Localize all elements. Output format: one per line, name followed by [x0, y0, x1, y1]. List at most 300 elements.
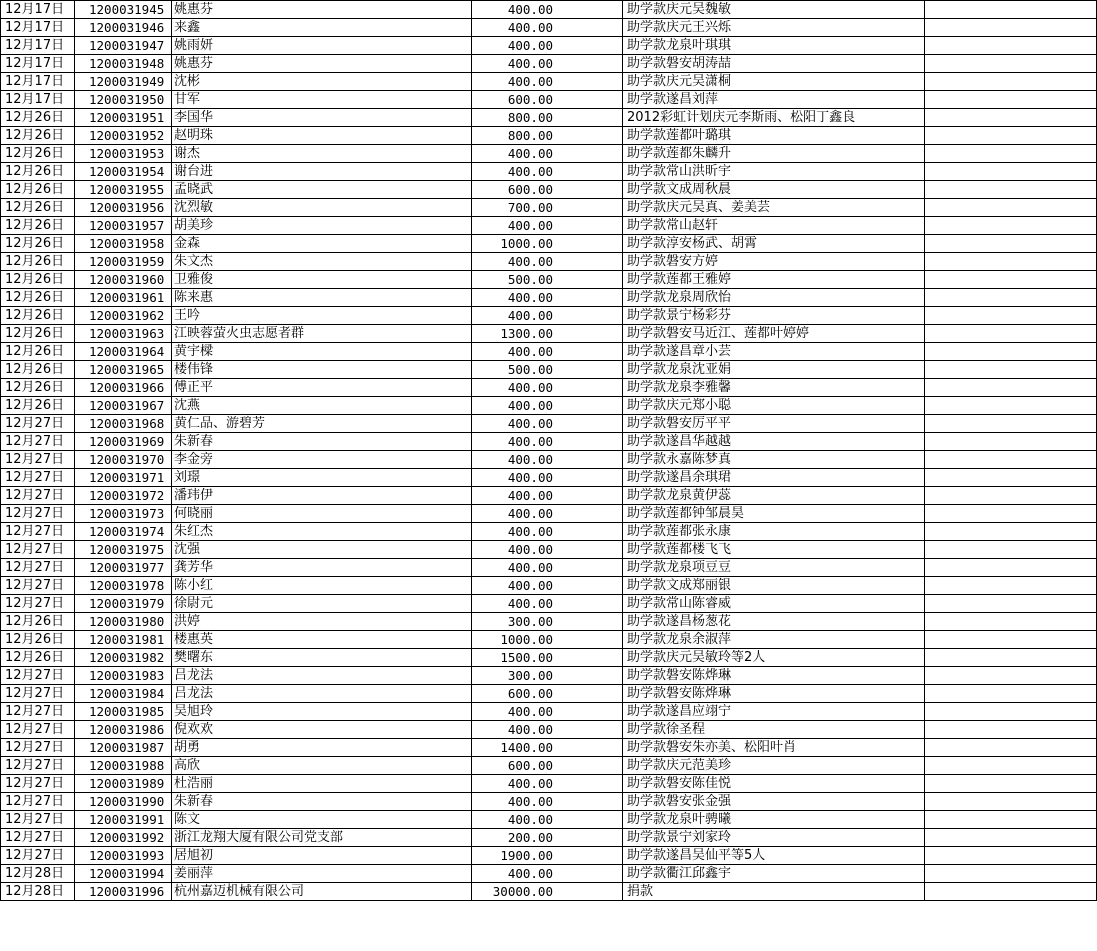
id-cell[interactable]: 1200031969	[75, 433, 172, 451]
empty-cell[interactable]	[925, 253, 1097, 271]
amount-cell[interactable]: 400.00	[472, 721, 623, 739]
id-cell[interactable]: 1200031954	[75, 163, 172, 181]
note-cell[interactable]: 助学款莲都朱麟升	[623, 145, 925, 163]
id-cell[interactable]: 1200031948	[75, 55, 172, 73]
amount-cell[interactable]: 400.00	[472, 541, 623, 559]
amount-cell[interactable]: 400.00	[472, 451, 623, 469]
donor-cell[interactable]: 吕龙法	[172, 667, 472, 685]
id-cell[interactable]: 1200031994	[75, 865, 172, 883]
donor-cell[interactable]: 金森	[172, 235, 472, 253]
note-cell[interactable]: 助学款莲都张永康	[623, 523, 925, 541]
id-cell[interactable]: 1200031962	[75, 307, 172, 325]
note-cell[interactable]: 助学款文成郑丽银	[623, 577, 925, 595]
date-cell[interactable]: 12月27日	[1, 847, 75, 865]
donor-cell[interactable]: 卫雅俊	[172, 271, 472, 289]
note-cell[interactable]: 助学款庆元王兴烁	[623, 19, 925, 37]
amount-cell[interactable]: 400.00	[472, 577, 623, 595]
amount-cell[interactable]: 400.00	[472, 55, 623, 73]
note-cell[interactable]: 助学款龙泉沈亚娟	[623, 361, 925, 379]
amount-cell[interactable]: 400.00	[472, 595, 623, 613]
id-cell[interactable]: 1200031968	[75, 415, 172, 433]
note-cell[interactable]: 助学款龙泉项豆豆	[623, 559, 925, 577]
donor-cell[interactable]: 朱红杰	[172, 523, 472, 541]
date-cell[interactable]: 12月17日	[1, 55, 75, 73]
id-cell[interactable]: 1200031989	[75, 775, 172, 793]
note-cell[interactable]: 助学款永嘉陈梦真	[623, 451, 925, 469]
amount-cell[interactable]: 400.00	[472, 307, 623, 325]
donor-cell[interactable]: 姚惠芬	[172, 1, 472, 19]
date-cell[interactable]: 12月26日	[1, 127, 75, 145]
empty-cell[interactable]	[925, 865, 1097, 883]
amount-cell[interactable]: 1900.00	[472, 847, 623, 865]
date-cell[interactable]: 12月26日	[1, 613, 75, 631]
note-cell[interactable]: 助学款庆元范美珍	[623, 757, 925, 775]
note-cell[interactable]: 助学款磐安马近江、莲都叶婷婷	[623, 325, 925, 343]
date-cell[interactable]: 12月26日	[1, 379, 75, 397]
donor-cell[interactable]: 姜丽萍	[172, 865, 472, 883]
empty-cell[interactable]	[925, 757, 1097, 775]
amount-cell[interactable]: 1000.00	[472, 631, 623, 649]
date-cell[interactable]: 12月27日	[1, 685, 75, 703]
date-cell[interactable]: 12月26日	[1, 217, 75, 235]
date-cell[interactable]: 12月27日	[1, 721, 75, 739]
empty-cell[interactable]	[925, 325, 1097, 343]
id-cell[interactable]: 1200031985	[75, 703, 172, 721]
id-cell[interactable]: 1200031980	[75, 613, 172, 631]
date-cell[interactable]: 12月17日	[1, 1, 75, 19]
donor-cell[interactable]: 朱新春	[172, 433, 472, 451]
amount-cell[interactable]: 600.00	[472, 757, 623, 775]
note-cell[interactable]: 助学款龙泉叶骋曦	[623, 811, 925, 829]
date-cell[interactable]: 12月26日	[1, 397, 75, 415]
empty-cell[interactable]	[925, 811, 1097, 829]
empty-cell[interactable]	[925, 235, 1097, 253]
date-cell[interactable]: 12月26日	[1, 307, 75, 325]
empty-cell[interactable]	[925, 523, 1097, 541]
amount-cell[interactable]: 400.00	[472, 1, 623, 19]
note-cell[interactable]: 助学款莲都叶璐琪	[623, 127, 925, 145]
id-cell[interactable]: 1200031950	[75, 91, 172, 109]
date-cell[interactable]: 12月27日	[1, 451, 75, 469]
id-cell[interactable]: 1200031947	[75, 37, 172, 55]
date-cell[interactable]: 12月17日	[1, 37, 75, 55]
note-cell[interactable]: 助学款磐安陈佳悦	[623, 775, 925, 793]
date-cell[interactable]: 12月26日	[1, 199, 75, 217]
empty-cell[interactable]	[925, 649, 1097, 667]
amount-cell[interactable]: 400.00	[472, 505, 623, 523]
amount-cell[interactable]: 600.00	[472, 181, 623, 199]
amount-cell[interactable]: 500.00	[472, 271, 623, 289]
empty-cell[interactable]	[925, 361, 1097, 379]
note-cell[interactable]: 助学款莲都王雅婷	[623, 271, 925, 289]
empty-cell[interactable]	[925, 487, 1097, 505]
date-cell[interactable]: 12月26日	[1, 271, 75, 289]
empty-cell[interactable]	[925, 217, 1097, 235]
empty-cell[interactable]	[925, 703, 1097, 721]
note-cell[interactable]: 助学款庆元吴魏敏	[623, 1, 925, 19]
id-cell[interactable]: 1200031967	[75, 397, 172, 415]
empty-cell[interactable]	[925, 541, 1097, 559]
empty-cell[interactable]	[925, 847, 1097, 865]
empty-cell[interactable]	[925, 883, 1097, 901]
id-cell[interactable]: 1200031951	[75, 109, 172, 127]
empty-cell[interactable]	[925, 793, 1097, 811]
id-cell[interactable]: 1200031958	[75, 235, 172, 253]
empty-cell[interactable]	[925, 505, 1097, 523]
id-cell[interactable]: 1200031970	[75, 451, 172, 469]
amount-cell[interactable]: 30000.00	[472, 883, 623, 901]
empty-cell[interactable]	[925, 469, 1097, 487]
amount-cell[interactable]: 400.00	[472, 253, 623, 271]
donor-cell[interactable]: 赵明珠	[172, 127, 472, 145]
amount-cell[interactable]: 800.00	[472, 127, 623, 145]
date-cell[interactable]: 12月26日	[1, 253, 75, 271]
amount-cell[interactable]: 400.00	[472, 19, 623, 37]
date-cell[interactable]: 12月26日	[1, 163, 75, 181]
date-cell[interactable]: 12月26日	[1, 289, 75, 307]
id-cell[interactable]: 1200031982	[75, 649, 172, 667]
empty-cell[interactable]	[925, 37, 1097, 55]
donor-cell[interactable]: 高欣	[172, 757, 472, 775]
id-cell[interactable]: 1200031983	[75, 667, 172, 685]
donor-cell[interactable]: 楼惠英	[172, 631, 472, 649]
date-cell[interactable]: 12月27日	[1, 739, 75, 757]
date-cell[interactable]: 12月26日	[1, 631, 75, 649]
id-cell[interactable]: 1200031959	[75, 253, 172, 271]
id-cell[interactable]: 1200031990	[75, 793, 172, 811]
donor-cell[interactable]: 楼伟锋	[172, 361, 472, 379]
amount-cell[interactable]: 400.00	[472, 433, 623, 451]
amount-cell[interactable]: 400.00	[472, 379, 623, 397]
amount-cell[interactable]: 600.00	[472, 91, 623, 109]
empty-cell[interactable]	[925, 199, 1097, 217]
donor-cell[interactable]: 黄宇樑	[172, 343, 472, 361]
amount-cell[interactable]: 400.00	[472, 289, 623, 307]
donor-cell[interactable]: 孟晓武	[172, 181, 472, 199]
amount-cell[interactable]: 400.00	[472, 703, 623, 721]
id-cell[interactable]: 1200031952	[75, 127, 172, 145]
empty-cell[interactable]	[925, 379, 1097, 397]
amount-cell[interactable]: 400.00	[472, 865, 623, 883]
id-cell[interactable]: 1200031964	[75, 343, 172, 361]
date-cell[interactable]: 12月27日	[1, 541, 75, 559]
note-cell[interactable]: 2012彩虹计划庆元李斯雨、松阳丁鑫良	[623, 109, 925, 127]
amount-cell[interactable]: 1000.00	[472, 235, 623, 253]
date-cell[interactable]: 12月27日	[1, 775, 75, 793]
donor-cell[interactable]: 姚雨妍	[172, 37, 472, 55]
id-cell[interactable]: 1200031974	[75, 523, 172, 541]
empty-cell[interactable]	[925, 271, 1097, 289]
donor-cell[interactable]: 李金旁	[172, 451, 472, 469]
id-cell[interactable]: 1200031977	[75, 559, 172, 577]
note-cell[interactable]: 助学款遂昌应翊宁	[623, 703, 925, 721]
note-cell[interactable]: 助学款磐安厉平平	[623, 415, 925, 433]
date-cell[interactable]: 12月27日	[1, 667, 75, 685]
note-cell[interactable]: 助学款遂昌刘萍	[623, 91, 925, 109]
id-cell[interactable]: 1200031949	[75, 73, 172, 91]
date-cell[interactable]: 12月26日	[1, 181, 75, 199]
amount-cell[interactable]: 400.00	[472, 145, 623, 163]
note-cell[interactable]: 助学款庆元吴敏玲等2人	[623, 649, 925, 667]
date-cell[interactable]: 12月27日	[1, 469, 75, 487]
empty-cell[interactable]	[925, 829, 1097, 847]
id-cell[interactable]: 1200031986	[75, 721, 172, 739]
date-cell[interactable]: 12月27日	[1, 703, 75, 721]
amount-cell[interactable]: 1400.00	[472, 739, 623, 757]
note-cell[interactable]: 助学款龙泉余淑萍	[623, 631, 925, 649]
id-cell[interactable]: 1200031978	[75, 577, 172, 595]
donor-cell[interactable]: 潘玮伊	[172, 487, 472, 505]
id-cell[interactable]: 1200031960	[75, 271, 172, 289]
note-cell[interactable]: 助学款淳安杨武、胡霄	[623, 235, 925, 253]
donor-cell[interactable]: 龚芳华	[172, 559, 472, 577]
amount-cell[interactable]: 400.00	[472, 415, 623, 433]
amount-cell[interactable]: 600.00	[472, 685, 623, 703]
date-cell[interactable]: 12月27日	[1, 811, 75, 829]
donor-cell[interactable]: 吕龙法	[172, 685, 472, 703]
note-cell[interactable]: 助学款龙泉黄伊蕊	[623, 487, 925, 505]
id-cell[interactable]: 1200031973	[75, 505, 172, 523]
empty-cell[interactable]	[925, 451, 1097, 469]
date-cell[interactable]: 12月27日	[1, 487, 75, 505]
empty-cell[interactable]	[925, 307, 1097, 325]
id-cell[interactable]: 1200031996	[75, 883, 172, 901]
id-cell[interactable]: 1200031955	[75, 181, 172, 199]
date-cell[interactable]: 12月27日	[1, 793, 75, 811]
empty-cell[interactable]	[925, 343, 1097, 361]
id-cell[interactable]: 1200031988	[75, 757, 172, 775]
donor-cell[interactable]: 吴旭玲	[172, 703, 472, 721]
empty-cell[interactable]	[925, 613, 1097, 631]
donor-cell[interactable]: 傅正平	[172, 379, 472, 397]
date-cell[interactable]: 12月26日	[1, 649, 75, 667]
note-cell[interactable]: 助学款常山陈睿威	[623, 595, 925, 613]
amount-cell[interactable]: 800.00	[472, 109, 623, 127]
id-cell[interactable]: 1200031945	[75, 1, 172, 19]
empty-cell[interactable]	[925, 667, 1097, 685]
note-cell[interactable]: 助学款龙泉李雅馨	[623, 379, 925, 397]
empty-cell[interactable]	[925, 433, 1097, 451]
amount-cell[interactable]: 400.00	[472, 343, 623, 361]
donor-cell[interactable]: 朱新春	[172, 793, 472, 811]
donor-cell[interactable]: 刘璟	[172, 469, 472, 487]
note-cell[interactable]: 助学款遂昌吴仙平等5人	[623, 847, 925, 865]
date-cell[interactable]: 12月26日	[1, 235, 75, 253]
amount-cell[interactable]: 400.00	[472, 469, 623, 487]
date-cell[interactable]: 12月26日	[1, 361, 75, 379]
donor-cell[interactable]: 沈强	[172, 541, 472, 559]
empty-cell[interactable]	[925, 595, 1097, 613]
date-cell[interactable]: 12月27日	[1, 829, 75, 847]
donor-cell[interactable]: 沈烈敏	[172, 199, 472, 217]
note-cell[interactable]: 助学款磐安张金强	[623, 793, 925, 811]
id-cell[interactable]: 1200031992	[75, 829, 172, 847]
donor-cell[interactable]: 杭州嘉迈机械有限公司	[172, 883, 472, 901]
date-cell[interactable]: 12月28日	[1, 865, 75, 883]
id-cell[interactable]: 1200031979	[75, 595, 172, 613]
donor-cell[interactable]: 胡勇	[172, 739, 472, 757]
donor-cell[interactable]: 沈燕	[172, 397, 472, 415]
note-cell[interactable]: 助学款景宁杨彩芬	[623, 307, 925, 325]
note-cell[interactable]: 助学款磐安陈烨琳	[623, 685, 925, 703]
note-cell[interactable]: 助学款莲都钟邹晨昊	[623, 505, 925, 523]
date-cell[interactable]: 12月27日	[1, 523, 75, 541]
empty-cell[interactable]	[925, 289, 1097, 307]
id-cell[interactable]: 1200031961	[75, 289, 172, 307]
amount-cell[interactable]: 400.00	[472, 487, 623, 505]
amount-cell[interactable]: 400.00	[472, 163, 623, 181]
note-cell[interactable]: 助学款磐安方婷	[623, 253, 925, 271]
amount-cell[interactable]: 400.00	[472, 217, 623, 235]
id-cell[interactable]: 1200031956	[75, 199, 172, 217]
id-cell[interactable]: 1200031981	[75, 631, 172, 649]
donor-cell[interactable]: 倪欢欢	[172, 721, 472, 739]
id-cell[interactable]: 1200031993	[75, 847, 172, 865]
date-cell[interactable]: 12月26日	[1, 343, 75, 361]
donor-cell[interactable]: 何晓丽	[172, 505, 472, 523]
id-cell[interactable]: 1200031966	[75, 379, 172, 397]
empty-cell[interactable]	[925, 145, 1097, 163]
donor-cell[interactable]: 杜浩丽	[172, 775, 472, 793]
note-cell[interactable]: 助学款景宁刘家玲	[623, 829, 925, 847]
note-cell[interactable]: 助学款龙泉周欣怡	[623, 289, 925, 307]
donor-cell[interactable]: 甘军	[172, 91, 472, 109]
empty-cell[interactable]	[925, 19, 1097, 37]
donor-cell[interactable]: 陈小红	[172, 577, 472, 595]
donor-cell[interactable]: 胡美珍	[172, 217, 472, 235]
note-cell[interactable]: 助学款文成周秋晨	[623, 181, 925, 199]
donor-cell[interactable]: 居旭初	[172, 847, 472, 865]
empty-cell[interactable]	[925, 127, 1097, 145]
empty-cell[interactable]	[925, 109, 1097, 127]
empty-cell[interactable]	[925, 91, 1097, 109]
empty-cell[interactable]	[925, 1, 1097, 19]
id-cell[interactable]: 1200031953	[75, 145, 172, 163]
date-cell[interactable]: 12月26日	[1, 145, 75, 163]
id-cell[interactable]: 1200031975	[75, 541, 172, 559]
amount-cell[interactable]: 300.00	[472, 613, 623, 631]
empty-cell[interactable]	[925, 163, 1097, 181]
donor-cell[interactable]: 陈来惠	[172, 289, 472, 307]
amount-cell[interactable]: 700.00	[472, 199, 623, 217]
amount-cell[interactable]: 1500.00	[472, 649, 623, 667]
empty-cell[interactable]	[925, 739, 1097, 757]
id-cell[interactable]: 1200031965	[75, 361, 172, 379]
date-cell[interactable]: 12月27日	[1, 505, 75, 523]
amount-cell[interactable]: 400.00	[472, 559, 623, 577]
date-cell[interactable]: 12月27日	[1, 559, 75, 577]
note-cell[interactable]: 助学款庆元郑小聪	[623, 397, 925, 415]
empty-cell[interactable]	[925, 721, 1097, 739]
donor-cell[interactable]: 谢台进	[172, 163, 472, 181]
note-cell[interactable]: 捐款	[623, 883, 925, 901]
amount-cell[interactable]: 400.00	[472, 811, 623, 829]
note-cell[interactable]: 助学款遂昌章小芸	[623, 343, 925, 361]
note-cell[interactable]: 助学款磐安胡涛喆	[623, 55, 925, 73]
note-cell[interactable]: 助学款遂昌华越越	[623, 433, 925, 451]
amount-cell[interactable]: 500.00	[472, 361, 623, 379]
amount-cell[interactable]: 1300.00	[472, 325, 623, 343]
empty-cell[interactable]	[925, 631, 1097, 649]
donor-cell[interactable]: 朱文杰	[172, 253, 472, 271]
donor-cell[interactable]: 樊曙东	[172, 649, 472, 667]
date-cell[interactable]: 12月27日	[1, 433, 75, 451]
donor-cell[interactable]: 浙江龙翔大厦有限公司党支部	[172, 829, 472, 847]
date-cell[interactable]: 12月17日	[1, 91, 75, 109]
note-cell[interactable]: 助学款磐安陈烨琳	[623, 667, 925, 685]
donor-cell[interactable]: 姚惠芬	[172, 55, 472, 73]
note-cell[interactable]: 助学款庆元吴潇桐	[623, 73, 925, 91]
amount-cell[interactable]: 400.00	[472, 793, 623, 811]
date-cell[interactable]: 12月17日	[1, 19, 75, 37]
donor-cell[interactable]: 王吟	[172, 307, 472, 325]
empty-cell[interactable]	[925, 55, 1097, 73]
empty-cell[interactable]	[925, 577, 1097, 595]
donor-cell[interactable]: 洪婷	[172, 613, 472, 631]
empty-cell[interactable]	[925, 181, 1097, 199]
empty-cell[interactable]	[925, 397, 1097, 415]
donor-cell[interactable]: 徐尉元	[172, 595, 472, 613]
date-cell[interactable]: 12月27日	[1, 415, 75, 433]
note-cell[interactable]: 助学款常山赵轩	[623, 217, 925, 235]
donor-cell[interactable]: 江映蓉萤火虫志愿者群	[172, 325, 472, 343]
date-cell[interactable]: 12月26日	[1, 325, 75, 343]
note-cell[interactable]: 助学款遂昌杨葱花	[623, 613, 925, 631]
amount-cell[interactable]: 400.00	[472, 775, 623, 793]
id-cell[interactable]: 1200031972	[75, 487, 172, 505]
donor-cell[interactable]: 陈文	[172, 811, 472, 829]
amount-cell[interactable]: 400.00	[472, 73, 623, 91]
date-cell[interactable]: 12月26日	[1, 109, 75, 127]
donor-cell[interactable]: 谢杰	[172, 145, 472, 163]
id-cell[interactable]: 1200031984	[75, 685, 172, 703]
date-cell[interactable]: 12月27日	[1, 757, 75, 775]
donor-cell[interactable]: 来鑫	[172, 19, 472, 37]
date-cell[interactable]: 12月27日	[1, 595, 75, 613]
empty-cell[interactable]	[925, 775, 1097, 793]
amount-cell[interactable]: 300.00	[472, 667, 623, 685]
date-cell[interactable]: 12月17日	[1, 73, 75, 91]
date-cell[interactable]: 12月27日	[1, 577, 75, 595]
amount-cell[interactable]: 200.00	[472, 829, 623, 847]
id-cell[interactable]: 1200031946	[75, 19, 172, 37]
empty-cell[interactable]	[925, 685, 1097, 703]
note-cell[interactable]: 助学款龙泉叶琪琪	[623, 37, 925, 55]
donor-cell[interactable]: 黄仁品、游碧芳	[172, 415, 472, 433]
note-cell[interactable]: 助学款常山洪昕宇	[623, 163, 925, 181]
amount-cell[interactable]: 400.00	[472, 37, 623, 55]
amount-cell[interactable]: 400.00	[472, 397, 623, 415]
note-cell[interactable]: 助学款磐安朱亦美、松阳叶肖	[623, 739, 925, 757]
id-cell[interactable]: 1200031957	[75, 217, 172, 235]
note-cell[interactable]: 助学款徐圣程	[623, 721, 925, 739]
empty-cell[interactable]	[925, 73, 1097, 91]
date-cell[interactable]: 12月28日	[1, 883, 75, 901]
note-cell[interactable]: 助学款莲都楼飞飞	[623, 541, 925, 559]
id-cell[interactable]: 1200031987	[75, 739, 172, 757]
note-cell[interactable]: 助学款庆元吴真、姜美芸	[623, 199, 925, 217]
donor-cell[interactable]: 沈彬	[172, 73, 472, 91]
id-cell[interactable]: 1200031963	[75, 325, 172, 343]
id-cell[interactable]: 1200031991	[75, 811, 172, 829]
id-cell[interactable]: 1200031971	[75, 469, 172, 487]
note-cell[interactable]: 助学款遂昌余琪珺	[623, 469, 925, 487]
donor-cell[interactable]: 李国华	[172, 109, 472, 127]
amount-cell[interactable]: 400.00	[472, 523, 623, 541]
empty-cell[interactable]	[925, 415, 1097, 433]
empty-cell[interactable]	[925, 559, 1097, 577]
note-cell[interactable]: 助学款衢江邱鑫宇	[623, 865, 925, 883]
